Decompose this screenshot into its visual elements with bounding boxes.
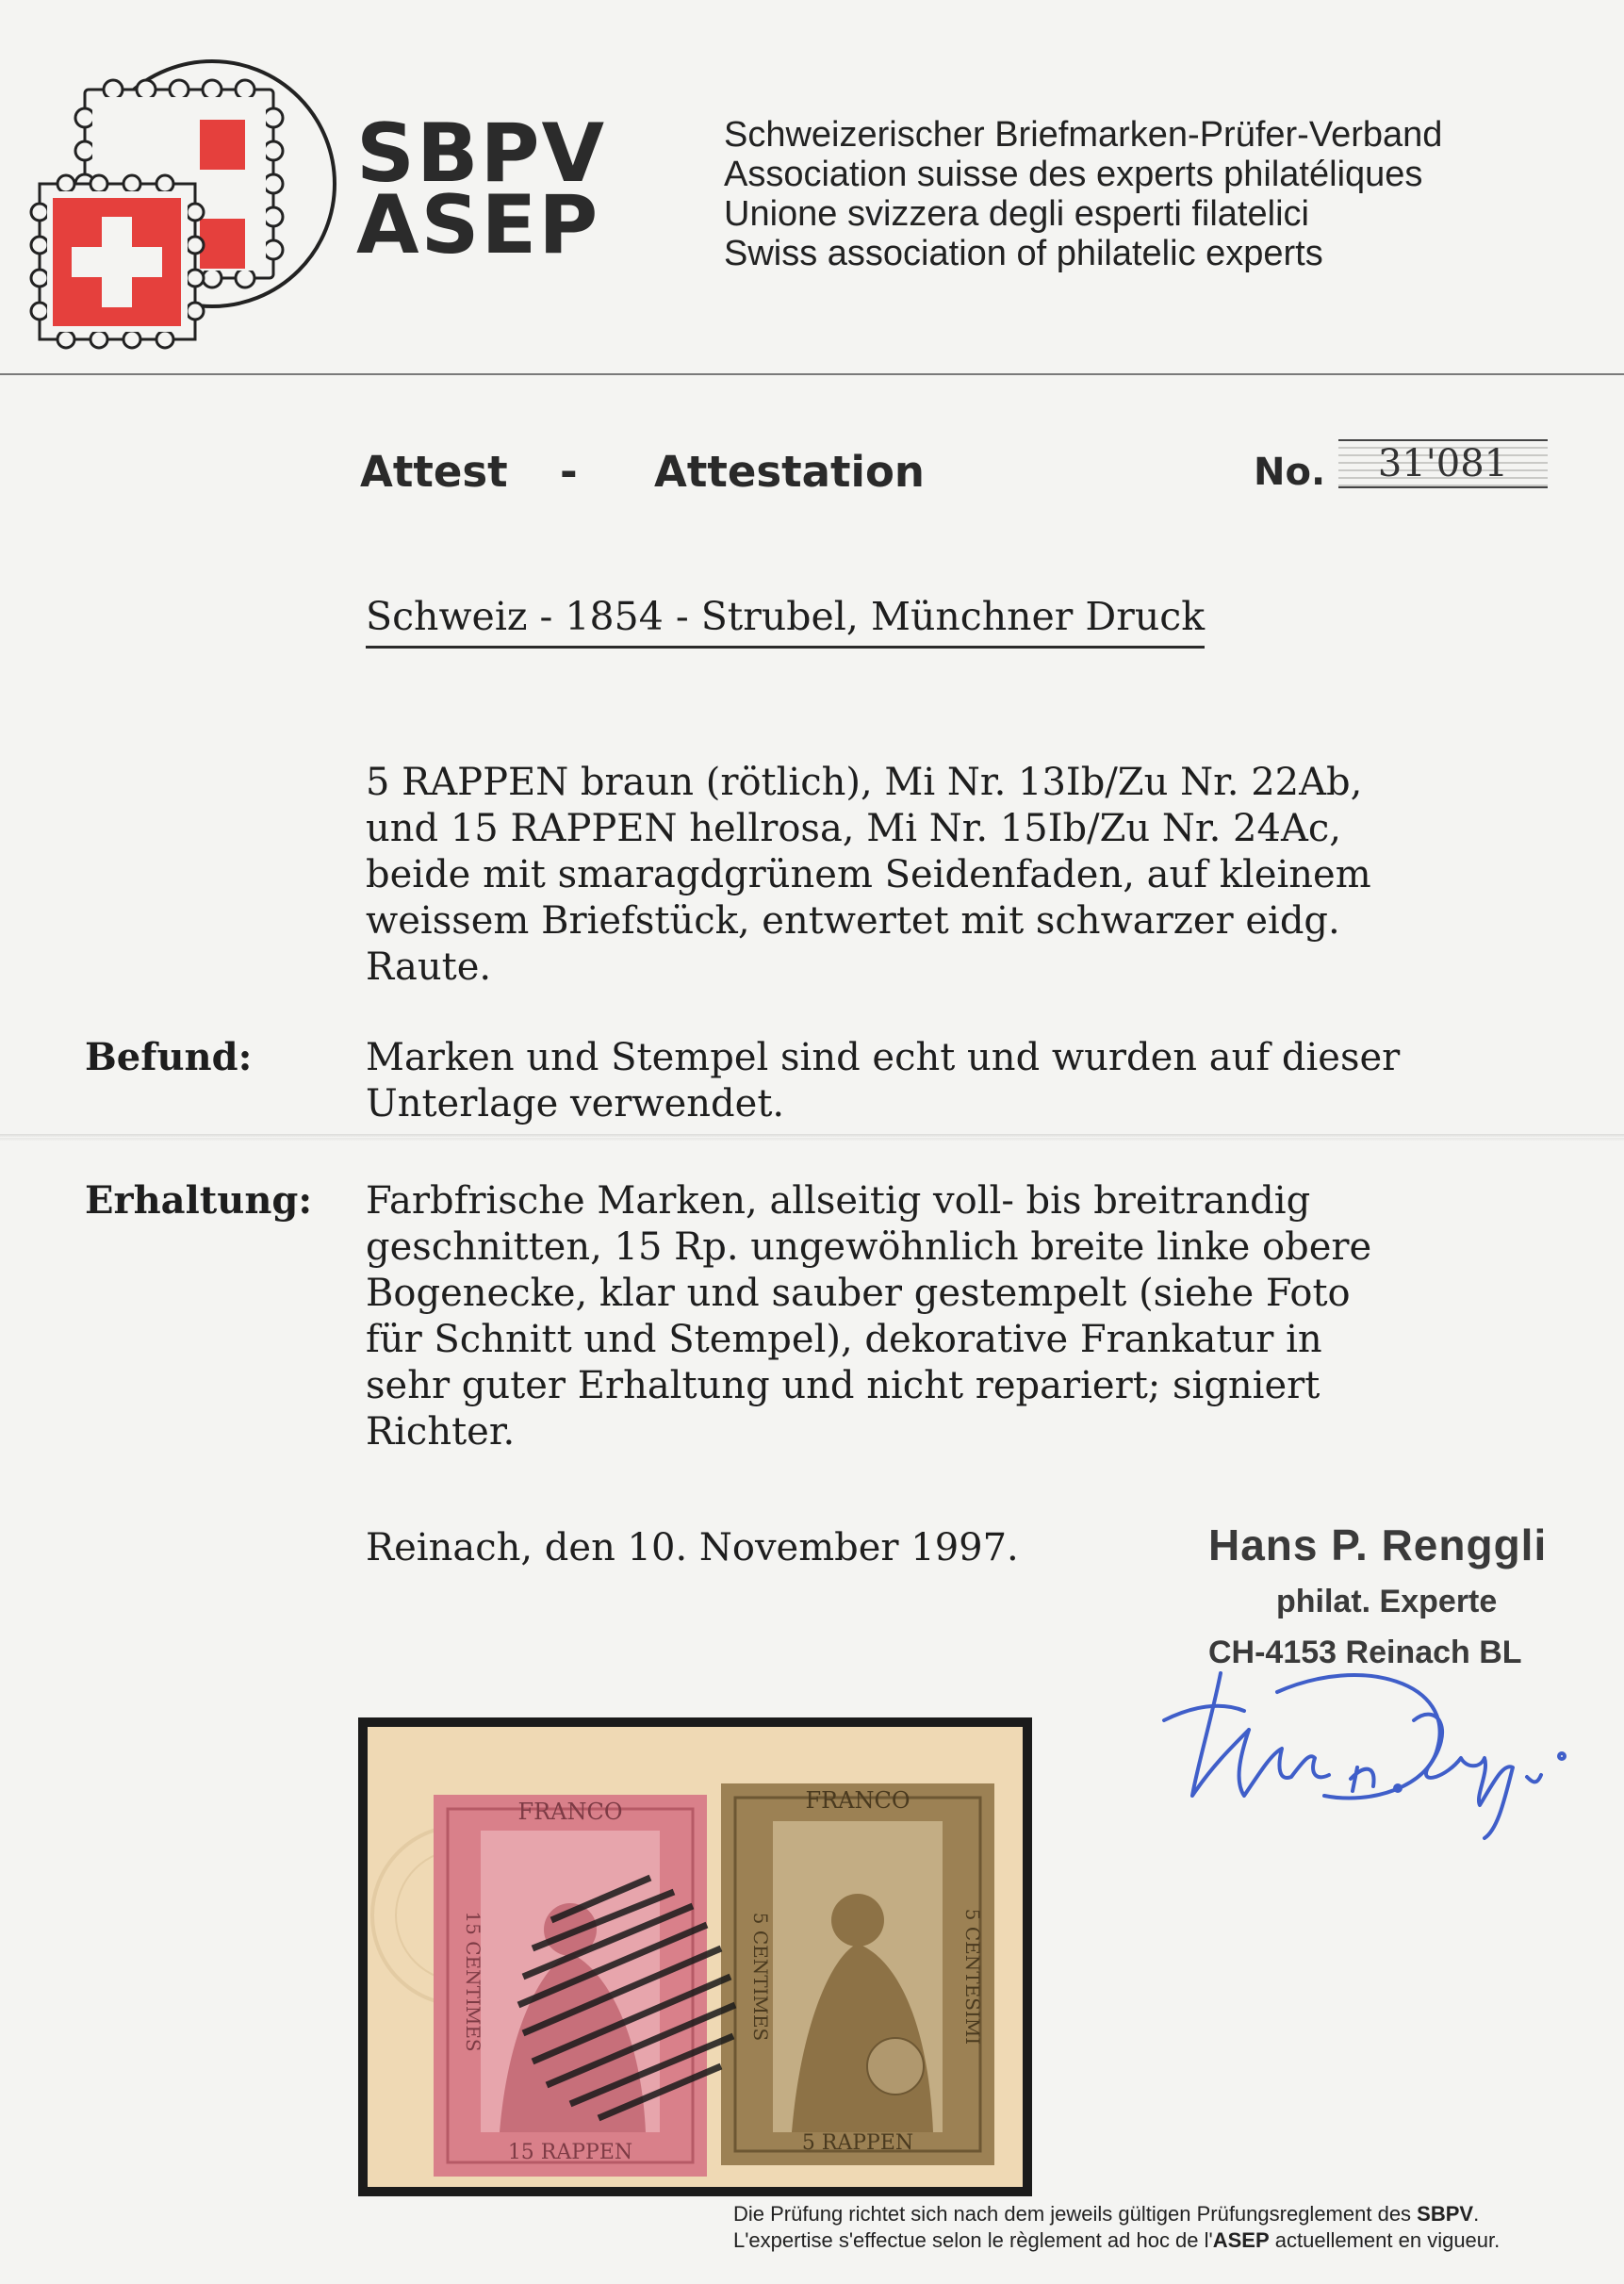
signature-icon: [1155, 1664, 1579, 1852]
erhaltung-line: geschnitten, 15 Rp. ungewöhnlich breite linke obere: [366, 1225, 1372, 1269]
description-line: beide mit smaragdgrünem Seidenfaden, auf kleinem: [366, 853, 1371, 896]
stamp-15-side-text: 15 CENTIMES: [462, 1911, 484, 2052]
stamp-5-side-right-text: 5 CENTESIMI: [961, 1908, 984, 2046]
logo-text-asep: ASEP: [356, 178, 600, 272]
association-name-fr: Association suisse des experts philatéliques: [724, 155, 1423, 194]
stamp-5-bottom-text: 5 RAPPEN: [801, 2131, 914, 2155]
erhaltung-line: Bogenecke, klar und sauber gestempelt (siehe Foto: [366, 1272, 1351, 1315]
footer-note-fr-end: actuellement en vigueur.: [1269, 2228, 1501, 2252]
footer-note-de-text: Die Prüfung richtet sich nach dem jeweils gültigen Prüfungsreglement des: [733, 2202, 1418, 2226]
befund-label: Befund:: [85, 1035, 253, 1079]
footer-note-de-end: .: [1473, 2202, 1480, 2226]
description-line: Raute.: [366, 945, 492, 989]
attest-title-fr: Attestation: [654, 447, 925, 497]
stamp-15-top-text: FRANCO: [517, 1799, 623, 1825]
stamp-15-bottom-text: 15 RAPPEN: [507, 2141, 633, 2164]
erhaltung-label: Erhaltung:: [85, 1178, 313, 1223]
footer-note-fr: [733, 2228, 1500, 2253]
association-name-en: Swiss association of philatelic experts: [724, 234, 1323, 273]
befund-line: Marken und Stempel sind echt und wurden auf dieser: [366, 1036, 1401, 1079]
footer-note-de: [733, 2202, 1479, 2226]
place-date: Reinach, den 10. November 1997.: [366, 1526, 1019, 1569]
erhaltung-line: Richter.: [366, 1410, 516, 1454]
certificate-subject: Schweiz - 1854 - Strubel, Münchner Druck: [366, 594, 1205, 649]
attest-title-de: Attest: [360, 447, 508, 497]
sbpv-logo-icon: [28, 52, 349, 363]
footer-note-fr-text: L'expertise s'effectue selon le règlement ad hoc de l': [733, 2228, 1213, 2252]
befund-line: Unterlage verwendet.: [366, 1082, 785, 1126]
association-names: [724, 115, 1442, 273]
description-line: 5 RAPPEN braun (rötlich), Mi Nr. 13Ib/Zu Nr. 22Ab,: [366, 761, 1363, 804]
erhaltung-line: für Schnitt und Stempel), dekorative Frankatur in: [366, 1318, 1322, 1361]
stamp-5-side-left-text: 5 CENTIMES: [749, 1912, 772, 2042]
attest-separator: -: [560, 447, 578, 497]
erhaltung-line: Farbfrische Marken, allseitig voll- bis breitrandig: [366, 1179, 1311, 1223]
stamp-5-top-text: FRANCO: [805, 1787, 910, 1814]
expert-name: Hans P. Renggli: [1208, 1520, 1548, 1569]
expert-address: CH-4153 Reinach BL: [1208, 1635, 1522, 1670]
association-name-de: Schweizerischer Briefmarken-Prüfer-Verband: [724, 115, 1443, 155]
expert-title: philat. Experte: [1276, 1584, 1498, 1619]
fold-line-bottom: [0, 1138, 1624, 1141]
association-name-it: Unione svizzera degli esperti filatelici: [724, 194, 1309, 234]
certificate-number-label: No.: [1254, 451, 1326, 494]
footer-note-de-bold: SBPV: [1417, 2202, 1474, 2226]
fold-line-top: [0, 1134, 1624, 1137]
header-divider: [0, 373, 1624, 375]
certificate-number: 31'081: [1338, 439, 1548, 488]
logo-text-sbpv: SBPV: [356, 107, 607, 201]
description-line: weissem Briefstück, entwertet mit schwarzer eidg.: [366, 899, 1340, 943]
erhaltung-line: sehr guter Erhaltung und nicht repariert; signiert: [366, 1364, 1321, 1407]
description-line: und 15 RAPPEN hellrosa, Mi Nr. 15Ib/Zu Nr. 24Ac,: [366, 807, 1341, 850]
footer-note-fr-bold: ASEP: [1212, 2228, 1270, 2252]
stamps-on-cover-image: [358, 1717, 1032, 2196]
stamp-photo: [358, 1717, 1032, 2196]
